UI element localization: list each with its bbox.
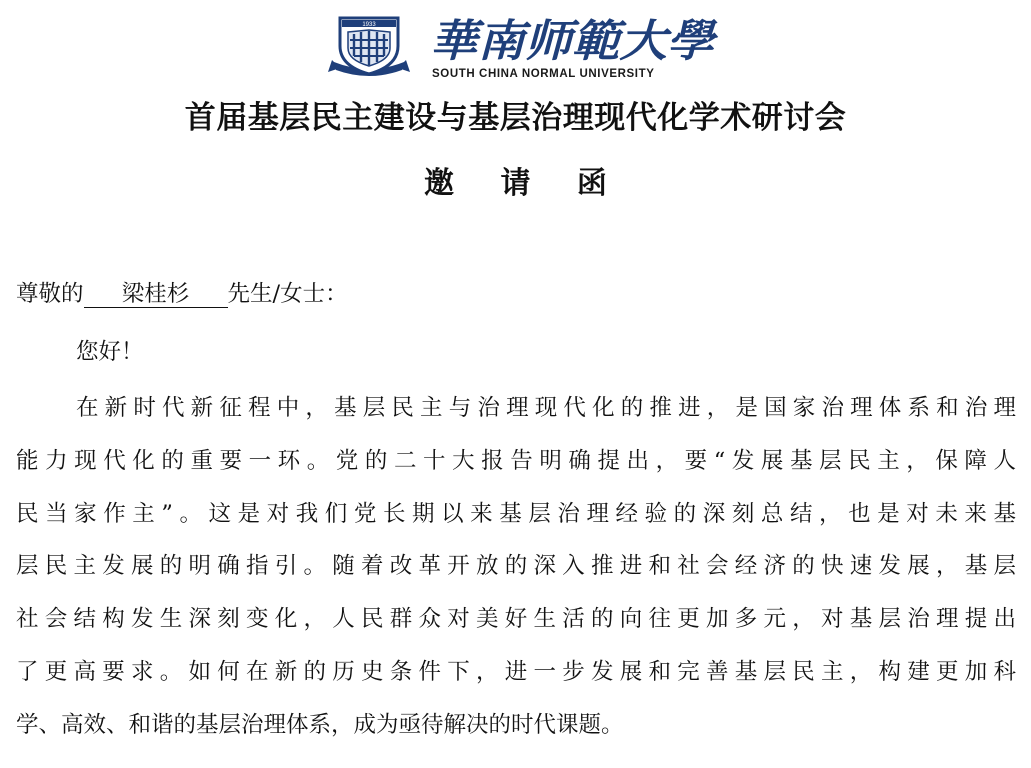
- emblem-year: 1933: [362, 22, 376, 28]
- body-line: 能力现代化的重要一环。党的二十大报告明确提出，要“发展基层民主，保障人: [16, 447, 1016, 474]
- university-name-calligraphy-logo: [430, 14, 720, 66]
- university-name-cn: 華南师範大學: [430, 16, 719, 66]
- body-line: 学、高效、和谐的基层治理体系，成为亟待解决的时代课题。: [16, 711, 624, 738]
- conference-title: 首届基层民主建设与基层治理现代化学术研讨会: [184, 100, 847, 136]
- greeting: 您好！: [76, 339, 144, 365]
- body-line: 社会结构发生深刻变化，人民群众对美好生活的向往更加多元，对基层治理提出: [16, 606, 1016, 633]
- university-emblem-icon: [326, 10, 412, 82]
- recipient-name: 梁桂杉: [84, 283, 228, 308]
- salutation-suffix: 先生/女士：: [227, 281, 348, 307]
- university-name-en: SOUTH CHINA NORMAL UNIVERSITY: [432, 68, 655, 80]
- salutation-prefix: 尊敬的: [16, 281, 84, 307]
- university-header: [326, 10, 719, 84]
- body-line: 层民主发展的明确指引。随着改革开放的深入推进和社会经济的快速发展，基层: [16, 553, 1016, 580]
- invitation-heading: 邀 请 函: [424, 166, 625, 201]
- body-line: 了更高要求。如何在新的历史条件下，进一步发展和完善基层民主，构建更加科: [16, 658, 1016, 685]
- body-line: 民当家作主”。这是对我们党长期以来基层治理经验的深刻总结，也是对未来基: [16, 500, 1016, 527]
- salutation: [16, 276, 348, 308]
- body-paragraph: [16, 382, 1016, 752]
- body-line: 在新时代新征程中，基层民主与治理现代化的推进，是国家治理体系和治理: [76, 395, 1016, 421]
